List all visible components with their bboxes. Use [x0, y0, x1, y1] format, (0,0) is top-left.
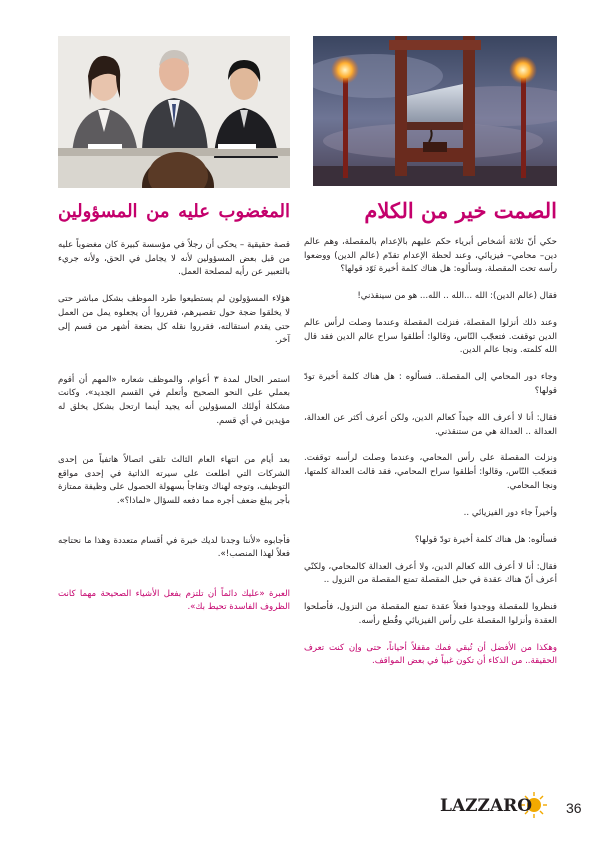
interview-panel-photo: [58, 36, 290, 188]
left-article-title: المغضوب عليه من المسؤولين: [58, 201, 290, 222]
guillotine-photo: [313, 36, 557, 186]
right-article-paragraph: فسألوه: هل هناك كلمة أخيرة تودّ قولها؟: [414, 534, 557, 545]
right-article-paragraph: وجاء دور المحامي إلى المقصلة.. فسألوه : هل هناك كلمة أخيرة تودّ قولها؟: [304, 372, 557, 396]
left-article-moral: العبرة «عليك دائماً أن تلتزم بفعل الأشياء الصحيحة مهما كانت الظروف الفاسدة تحيط بك».: [58, 588, 290, 613]
right-article-paragraph: ونزلت المقصلة على رأس المحامي، وعندما وصلت لرأسه توقفت. فتعجّب النّاس، وقالوا: أطلقوا سراح المحامي، فقد قالت العدالة كلمتها، ونجا المحامي.: [304, 453, 557, 491]
right-article-title: الصمت خير من الكلام: [364, 198, 557, 223]
left-article-paragraph: استمر الحال لمدة ٣ أعوام، والموظف شعاره «المهم أن أقوم بعملي على النحو الصحيح وأتعلم في القسم الجديد»، وكانت مشكلة أولئك المسؤولين أنه يجيد أينما ارتحل بشكل يخلق له مؤيدين في أي قسم.: [58, 374, 290, 426]
left-article-paragraph: فأجابوه «لأننا وجدنا لديك خبرة في أقسام متعددة وهذا ما نحتاجه فعلاً لهذا المنصب!».: [58, 535, 290, 560]
logo-text: LAZZARO: [440, 796, 533, 816]
left-article: [58, 198, 290, 628]
left-article-paragraph: قصة حقيقية – يحكى أن رجلاً في مؤسسة كبيرة كان مغضوباً عليه من قبل بعض المسؤولين لأنه لا يجامل في الحق، ولأنه جريء بالتعبير عن رأيه لمصلحة العمل.: [58, 240, 290, 278]
left-article-paragraph: هؤلاء المسؤولون لم يستطيعوا طرد الموظف بشكل مباشر حتى لا يخلقوا ضجة حول تقصيرهم، فقرروا أن يجعلوه يمل من العمل حتى يقدم استقالته، فقرروا نقله كل بضعة أشهر من قسم إلى آخر.: [58, 294, 290, 346]
right-article: [304, 198, 557, 682]
right-article-paragraph: فقال (عالم الدين): الله ...الله .. الله... هو من سينقذني!: [357, 291, 557, 302]
page-number: 36: [566, 800, 582, 816]
left-article-paragraph: بعد أيام من انتهاء العام الثالث تلقى اتصالاً هاتفياً من إحدى الشركات التي اطلعت على سيرته الذاتية في إحدى مواقع التوظيف، وتوجه لهناك وتفاجأ بسهولة الحصول على وظيفة ممتازة بأجر يبلغ ضعف أجره مما دفعه للسؤال «لماذا؟».: [58, 455, 290, 506]
right-article-paragraph: وعند ذلك أنزلوا المقصلة، فنزلت المقصلة وعندما وصلت لرأس عالم الدين توقفت. فتعجّب النّاس، وقالوا: أطلقوا سراح عالم الدين فقد قال الله كلمته. ونجا عالم الدين.: [304, 318, 557, 356]
right-article-paragraph: وأخيراً جاء دور الفيزيائي ..: [463, 507, 557, 518]
right-article-paragraph: فقال: أنا لا أعرف الله كعالم الدين، ولا أعرف العدالة كالمحامي، ولكنّي أعرف أنّ هناك عقدة في حبل المقصلة تمنع المقصلة من النزول ..: [304, 561, 557, 586]
right-article-paragraph: فنظروا للمقصلة ووجدوا فعلاً عقدة تمنع المقصلة من النزول، فأصلحوا العقدة وأنزلوا المقصلة على رأس الفيزيائي وقُطع رأسه.: [304, 602, 557, 626]
right-article-moral: وهكذا من الأفضل أن تُبقي فمك مقفلاً أحياناً، حتى وإن كنت تعرف الحقيقة.. من الذكاء أن تكون غبياً في بعض المواقف.: [304, 642, 557, 667]
right-article-paragraph: فقال: أنا لا أعرف الله جيداً كعالم الدين، ولكن أعرف أكثر عن العدالة، العدالة .. العدالة هي من ستنقذني.: [304, 412, 557, 437]
lazzaro-logo: [440, 790, 556, 820]
right-article-paragraph: حكي أنّ ثلاثة أشخاص أبرياء حكم عليهم بالإعدام بالمقصلة، وهم عالم دين– محامي– فيزيائي، وعند لحظة الإعدام تقدّم (عالم الدين) ووضعوا رأسه تحت المقصلة، وسألوه: هل هناك كلمة أخيرة تَوّد قولها؟: [304, 237, 557, 275]
